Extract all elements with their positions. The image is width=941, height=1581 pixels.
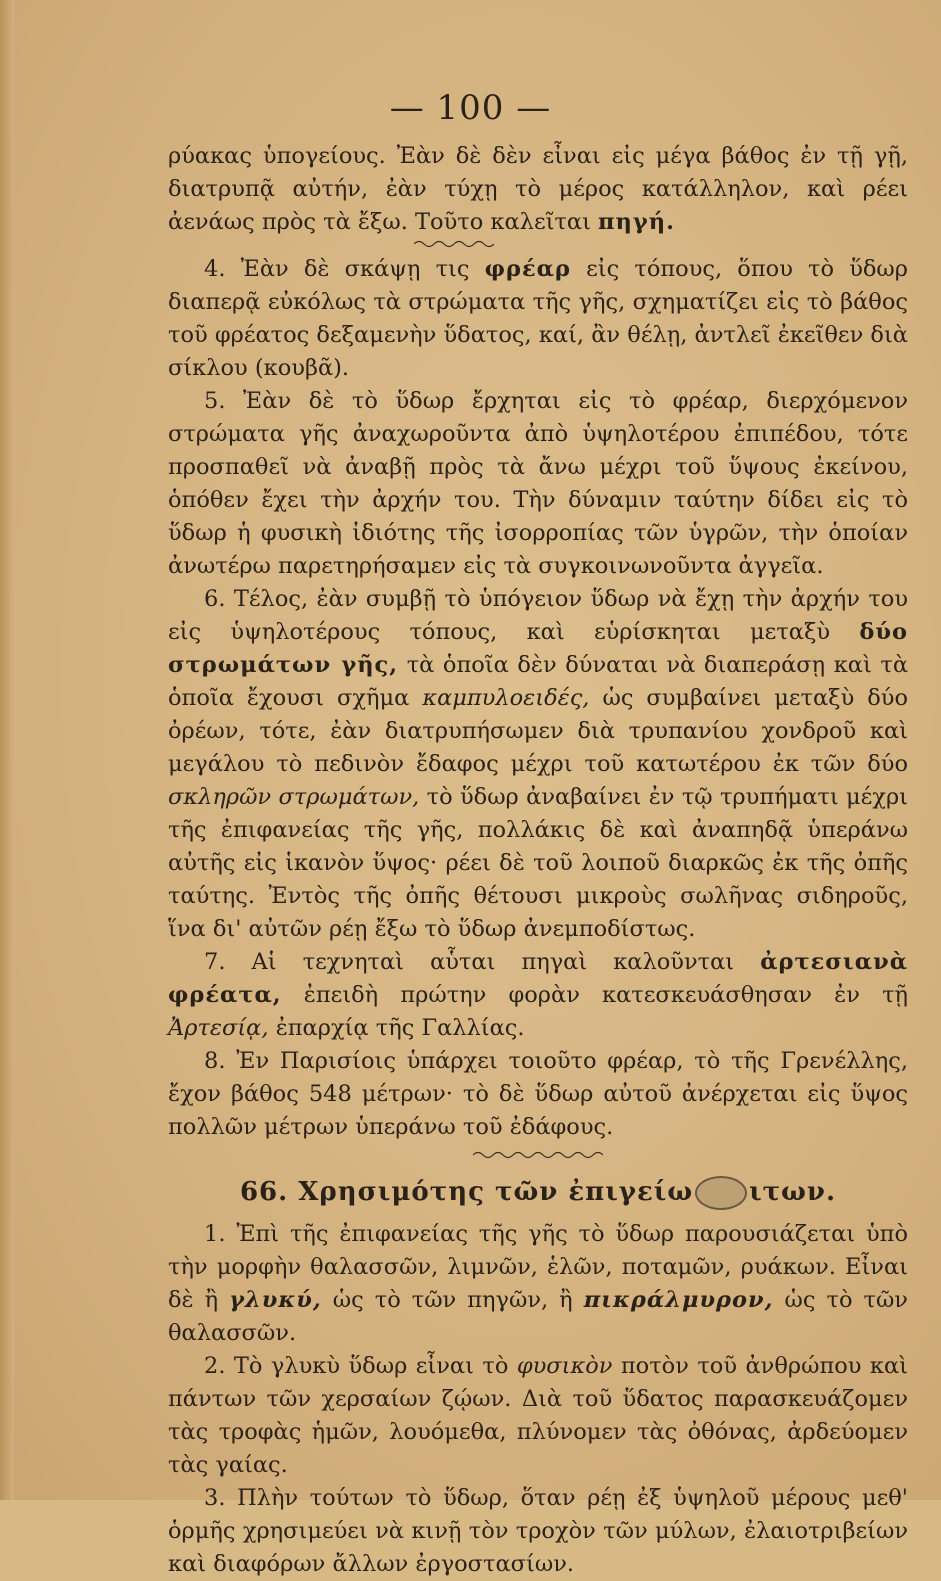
term-pigi: πηγή. bbox=[598, 209, 675, 235]
section-heading bbox=[168, 1176, 908, 1210]
term-frear: φρέαρ bbox=[484, 256, 571, 282]
term-skliron: σκληρῶν στρωμάτων, bbox=[168, 784, 420, 810]
p6-text-c: ὡς συμβαίνει μεταξὺ δύο ὀρέων, τότε, ἐὰν διατρυπήσωμεν διὰ τρυπανίου χονδροῦ καὶ μεγάλου τὸ πεδινὸν ἔδαφος μέχρι τοῦ κατωτέρου ἐκ τῶν δύο bbox=[168, 685, 909, 777]
section-paragraph-1 bbox=[168, 1218, 908, 1350]
p6-text-d: τὸ ὕδωρ ἀναβαίνει ἐν τῷ τρυπήματι μέχρι τῆς ἐπιφανείας τῆς γῆς, πολλάκις δὲ καὶ ἀναπηδᾷ ὑπεράνω αὐτῆς εἰς ἱκανὸν ὕψος· ρέει δὲ τοῦ λοιποῦ διαρκῶς ἐκ τῆς ὀπῆς ταύτης. Ἐντὸς τῆς ὀπῆς θέτουσι μικροὺς σωλῆνας σιδηροῦς, ἵνα δι' αὐτῶν ρέῃ ἔξω τὸ ὕδωρ ἀνεμποδίστως. bbox=[168, 784, 908, 942]
heading-text-a: 66. Χρησιμότης τῶν ἐπιγείω bbox=[239, 1177, 694, 1207]
s1-text-a: 1. Ἐπὶ τῆς ἐπιφανείας τῆς γῆς τὸ ὕδωρ παρουσιάζεται ὑπὸ τὴν μορφὴν θαλασσῶν, λιμνῶν, ἑλῶν, ποταμῶν, ρυάκων. Εἶναι δὲ ἢ bbox=[168, 1221, 908, 1313]
paragraph-7 bbox=[168, 946, 908, 1045]
term-artesiana: ἀρτεσιανὰ φρέατα, bbox=[168, 949, 909, 1008]
s1-text-b: ὡς τὸ τῶν πηγῶν, ἢ bbox=[332, 1287, 573, 1313]
intro-paragraph bbox=[168, 140, 908, 239]
page-number: — 100 — bbox=[389, 88, 552, 128]
section-paragraph-2 bbox=[168, 1350, 908, 1482]
paragraph-6 bbox=[168, 583, 908, 946]
s2-text-a: 2. Τὸ γλυκὺ ὕδωρ εἶναι τὸ bbox=[204, 1353, 509, 1379]
wavy-underline bbox=[168, 239, 908, 251]
page-edge-shadow bbox=[0, 0, 14, 1500]
paragraph-8: 8. Ἐν Παρισίοις ὑπάρχει τοιοῦτο φρέαρ, τὸ τῆς Γρενέλλης, ἔχον βάθος 548 μέτρων· τὸ δὲ ὕδωρ αὐτοῦ ἀνέρχεται εἰς ὕψος πολλῶν μέτρων ὑπεράνω τοῦ ἐδάφους. bbox=[168, 1048, 908, 1140]
heading-text-b: ιτων. bbox=[749, 1177, 837, 1207]
paragraph-5: 5. Ἐὰν δὲ τὸ ὕδωρ ἔρχηται εἰς τὸ φρέαρ, διερχόμενον στρώματα γῆς ἀναχωροῦντα ἀπὸ ὑψηλοτέρου ἐπιπέδου, τότε προσπαθεῖ νὰ ἀναβῇ πρὸς τὰ ἄνω μέχρι τοῦ ὕψους ἐκείνου, ὁπόθεν ἔχει τὴν ἀρχήν του. Τὴν δύναμιν ταύτην δίδει εἰς τὸ ὕδωρ ἡ φυσικὴ ἰδιότης τῆς ἰσορροπίας τῶν ὑγρῶν, τὴν ὁποίαν ἀνωτέρω παρετηρήσαμεν εἰς τὰ συγκοινωνοῦντα ἀγγεῖα. bbox=[168, 388, 908, 579]
p7-text-b: ἐπειδὴ πρώτην φορὰν κατεσκευάσθησαν ἐν τῇ bbox=[303, 982, 909, 1008]
term-kampyloeides: καμπυλοειδές, bbox=[422, 685, 590, 711]
p4-text-b: εἰς τόπους, ὅπου τὸ ὕδωρ διαπερᾷ εὐκόλως τὰ στρώματα τῆς γῆς, σχηματίζει εἰς τὸ βάθος τοῦ φρέατος δεξαμενὴν ὕδατος, καί, ἂν θέλῃ, ἀντλεῖ ἐκεῖθεν διὰ σίκλου (κουβᾶ). bbox=[168, 256, 909, 381]
section-divider bbox=[168, 1150, 908, 1162]
s1-text-c: ὡς τὸ τῶν θαλασσῶν. bbox=[168, 1287, 908, 1346]
section-paragraph-3: 3. Πλὴν τούτων τὸ ὕδωρ, ὅταν ρέῃ ἐξ ὑψηλοῦ μέρους μεθ' ὁρμῆς χρησιμεύει νὰ κινῇ τὸν τροχὸν τῶν μύλων, ἐλαιοτριβείων καὶ διαφόρων ἄλλων ἐργοστασίων. bbox=[168, 1485, 908, 1577]
term-fysikon: φυσικὸν bbox=[516, 1353, 613, 1379]
intro-text: ρύακας ὑπογείους. Ἐὰν δὲ δὲν εἶναι εἰς μέγα βάθος ἐν τῇ γῇ, διατρυπᾷ αὐτήν, ἐὰν τύχῃ τὸ μέρος κατάλληλον, καὶ ρέει ἀενάως πρὸς τὰ ἔξω. Τοῦτο καλεῖται bbox=[168, 143, 908, 235]
p7-text-a: 7. Αἱ τεχνηταὶ αὗται πηγαὶ καλοῦνται bbox=[204, 949, 735, 975]
p6-text-b: τὰ ὁποῖα δὲν δύναται νὰ διαπεράσῃ καὶ τὰ ὁποῖα ἔχουσι σχῆμα bbox=[168, 652, 909, 711]
term-pikralmyron: πικράλμυρον, bbox=[583, 1287, 774, 1313]
library-stamp-icon bbox=[695, 1176, 747, 1210]
term-artesia: Ἀρτεσίᾳ, bbox=[168, 1015, 269, 1041]
p7-text-c: ἐπαρχίᾳ τῆς Γαλλίας. bbox=[275, 1015, 525, 1041]
s2-text-b: ποτὸν τοῦ ἀνθρώπου καὶ πάντων τῶν χερσαίων ζῴων. Διὰ τοῦ ὕδατος παρασκευάζομεν τὰς τροφὰς ἡμῶν, λουόμεθα, πλύνομεν τὰς ὀθόνας, ἀρδεύομεν τὰς γαίας. bbox=[168, 1353, 908, 1478]
paragraph-4 bbox=[168, 253, 908, 385]
body-text bbox=[168, 140, 908, 1581]
p6-text-a: 6. Τέλος, ἐὰν συμβῇ τὸ ὑπόγειον ὕδωρ νὰ ἔχῃ τὴν ἀρχήν του εἰς ὑψηλοτέρους τόπους, καὶ εὑρίσκηται μεταξὺ bbox=[168, 586, 908, 645]
term-dyo-stromaton: δύο στρωμάτων γῆς, bbox=[168, 619, 908, 678]
p4-text-a: 4. Ἐὰν δὲ σκάψῃ τις bbox=[204, 256, 470, 282]
term-glyky: γλυκύ, bbox=[229, 1287, 322, 1313]
